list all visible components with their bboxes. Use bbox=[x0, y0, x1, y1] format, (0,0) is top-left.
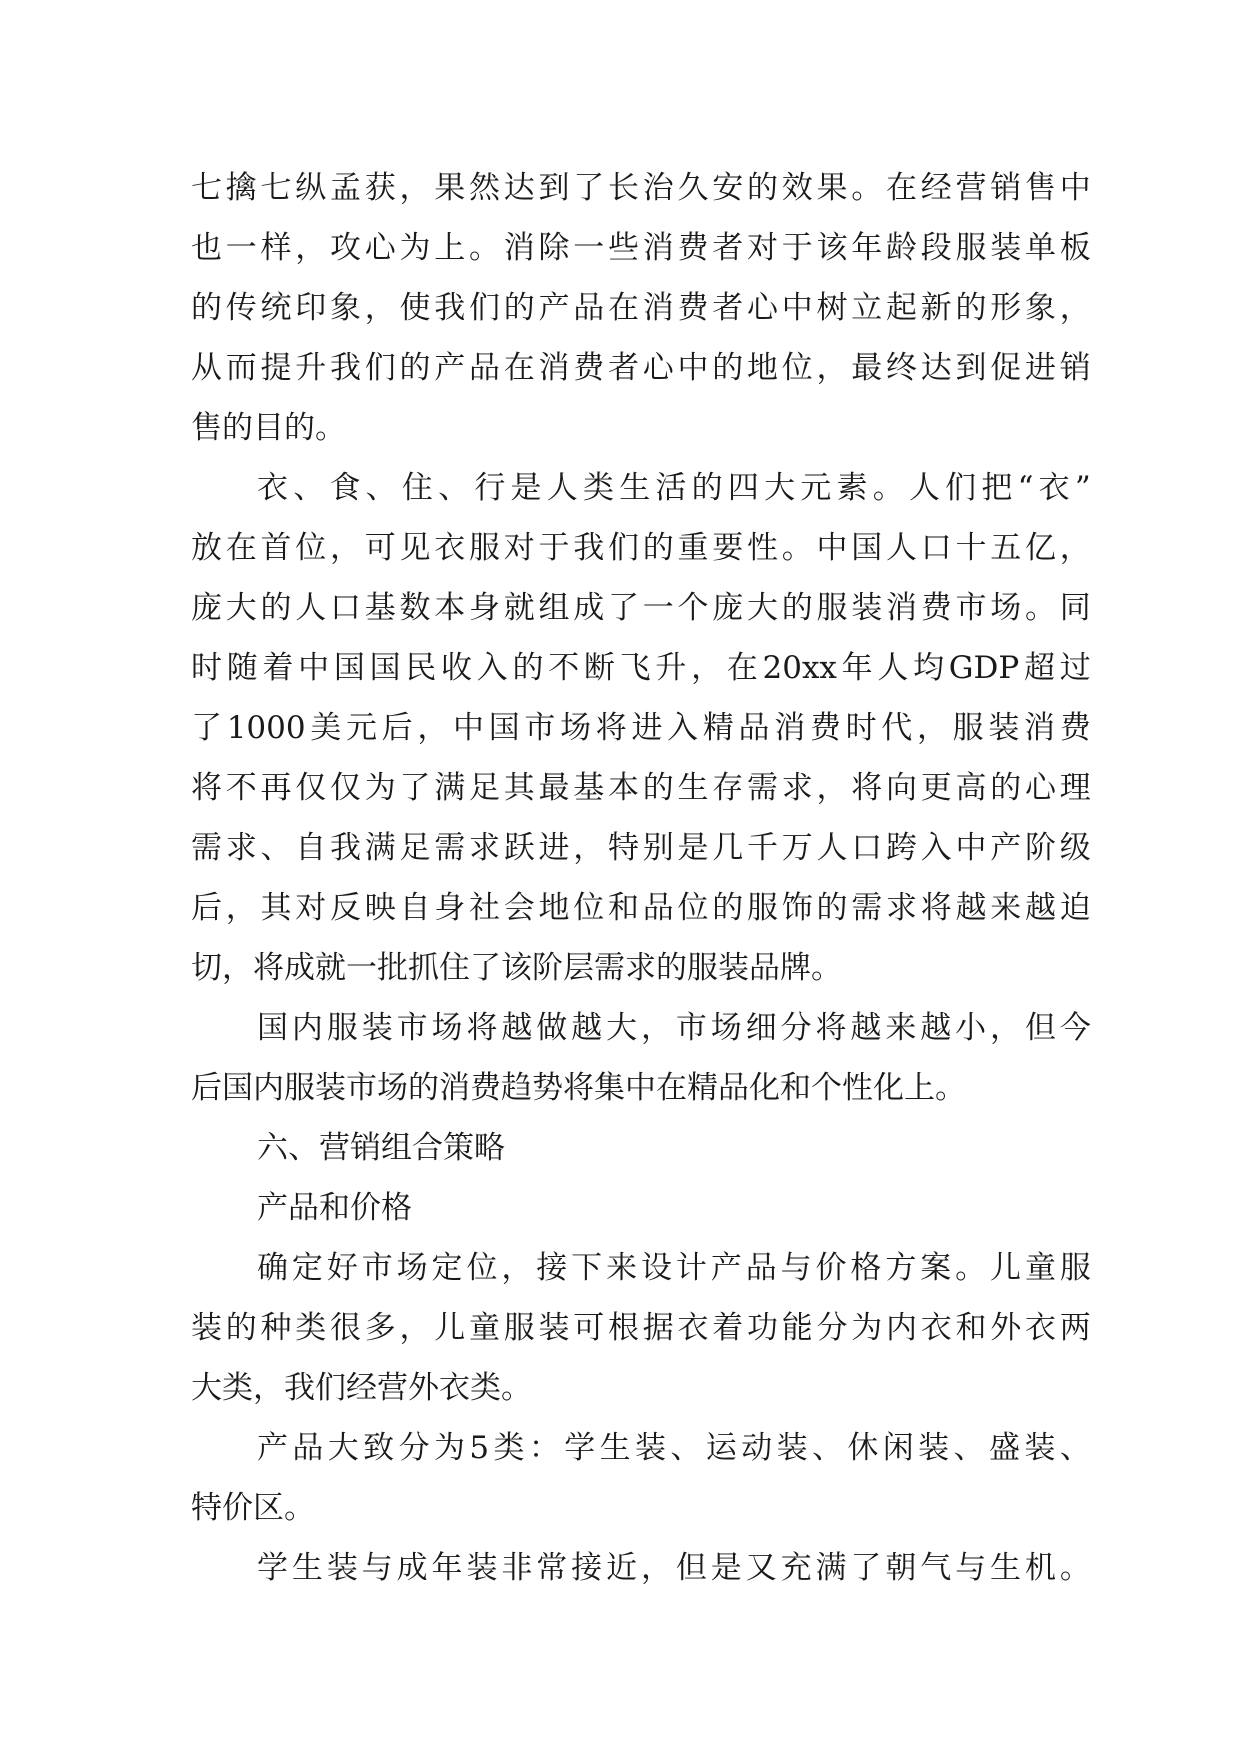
text-line: 将 不 再 仅 仅 为 了 满 足 其 最 基 本 的 生 存 需 求 ， 将 向 更 高 的 心 理 bbox=[191, 770, 1091, 806]
text-line: 衣 、 食 、 住 、 行 是 人 类 生 活 的 四 大 元 素 。 人 们 把 “ 衣 ” bbox=[257, 470, 1091, 506]
text-line: 的 传 统 印 象 ， 使 我 们 的 产 品 在 消 费 者 心 中 树 立 起 新 的 形 象 ， bbox=[191, 290, 1091, 326]
text-line: 切，将成就一批抓住了该阶层需求的服装品牌。 bbox=[191, 950, 842, 986]
text-line: 需 求 、 自 我 满 足 需 求 跃 进 ， 特 别 是 几 千 万 人 口 跨 入 中 产 阶 级 bbox=[191, 830, 1091, 866]
text-line: 也 一 样 ， 攻 心 为 上 。 消 除 一 些 消 费 者 对 于 该 年 龄 段 服 装 单 板 bbox=[191, 230, 1091, 266]
text-line: 产 品 大 致 分 为 5 类 ： 学 生 装 、 运 动 装 、 休 闲 装 、 盛 装 、 bbox=[257, 1430, 1091, 1466]
text-line: 六、营销组合策略 bbox=[257, 1130, 505, 1166]
text-line: 放 在 首 位 ， 可 见 衣 服 对 于 我 们 的 重 要 性 。 中 国 人 口 十 五 亿 ， bbox=[191, 530, 1091, 566]
document-body bbox=[191, 158, 1091, 1598]
text-line: 七 擒 七 纵 孟 获 ， 果 然 达 到 了 长 治 久 安 的 效 果 。 在 经 营 销 售 中 bbox=[191, 170, 1091, 206]
text-line: 特价区。 bbox=[191, 1490, 315, 1526]
text-line: 学 生 装 与 成 年 装 非 常 接 近 ， 但 是 又 充 满 了 朝 气 与 生 机 。 bbox=[257, 1550, 1091, 1586]
text-line: 了 1000 美 元 后 ， 中 国 市 场 将 进 入 精 品 消 费 时 代 ， 服 装 消 费 bbox=[191, 710, 1091, 746]
text-line: 产品和价格 bbox=[257, 1190, 412, 1226]
text-line: 装 的 种 类 很 多 ， 儿 童 服 装 可 根 据 衣 着 功 能 分 为 内 衣 和 外 衣 两 bbox=[191, 1310, 1091, 1346]
text-line: 庞 大 的 人 口 基 数 本 身 就 组 成 了 一 个 庞 大 的 服 装 消 费 市 场 。 同 bbox=[191, 590, 1091, 626]
text-line: 国 内 服 装 市 场 将 越 做 越 大 ， 市 场 细 分 将 越 来 越 小 ， 但 今 bbox=[257, 1010, 1091, 1046]
text-line: 后国内服装市场的消费趋势将集中在精品化和个性化上。 bbox=[191, 1070, 966, 1106]
text-line: 后 ， 其 对 反 映 自 身 社 会 地 位 和 品 位 的 服 饰 的 需 求 将 越 来 越 迫 bbox=[191, 890, 1091, 926]
text-line: 售的目的。 bbox=[191, 410, 346, 446]
text-line: 时 随 着 中 国 国 民 收 入 的 不 断 飞 升 ， 在 20xx 年 人 均 GDP 超 过 bbox=[191, 650, 1091, 686]
text-line: 大类，我们经营外衣类。 bbox=[191, 1370, 532, 1406]
text-line: 确 定 好 市 场 定 位 ， 接 下 来 设 计 产 品 与 价 格 方 案 。 儿 童 服 bbox=[257, 1250, 1091, 1286]
text-line: 从 而 提 升 我 们 的 产 品 在 消 费 者 心 中 的 地 位 ， 最 终 达 到 促 进 销 bbox=[191, 350, 1091, 386]
